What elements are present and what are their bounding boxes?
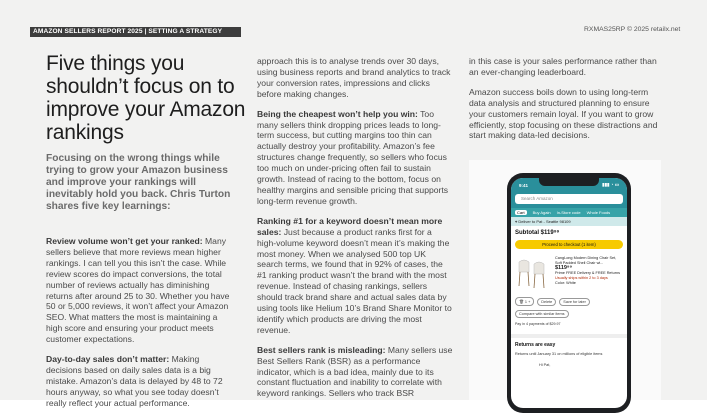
tab-buy-again[interactable]: Buy Again	[532, 210, 551, 215]
checkout-button[interactable]: Proceed to checkout (1 item)	[515, 240, 623, 249]
text-column-2	[257, 56, 453, 408]
phone-screen	[511, 178, 627, 408]
article-headline: Five things you shouldn’t focus on to improve your Amazon rankings	[46, 52, 246, 144]
tab-in-store-code[interactable]: In-Store code	[556, 210, 581, 215]
cart-nav	[511, 208, 627, 217]
signal-icons: ▮▮▮ ◔ ▭	[602, 182, 619, 187]
paragraph-daily-sales: Day-to-day sales don’t matter: Making decisions based on daily sales data is a big mistake. Amazon’s data is delayed by 48 to 72 hours anyway, so what you see today doesn’t really reflect your actual performance.	[46, 354, 223, 408]
lead-daily-sales: Day-to-day sales don’t matter:	[46, 354, 170, 365]
returns-subtitle: Returns until January 31 on millions of eligible items	[515, 352, 603, 356]
item-title[interactable]: CangLong Modern Dining Chair Set, Soft Padded Shell Chair wi...	[555, 256, 617, 265]
quantity-stepper[interactable]: 🗑 1 +	[515, 297, 534, 306]
tab-cart[interactable]: Cart	[517, 210, 525, 215]
chair-product-image	[515, 256, 551, 290]
phone-notch	[539, 178, 599, 186]
pay-in-4-note[interactable]: Pay in 4 payments of $29.97	[515, 322, 561, 326]
item-prime: Prime FREE Delivery & FREE Returns	[555, 271, 620, 275]
search-bar	[511, 192, 627, 208]
returns-title: Returns are easy	[515, 342, 556, 348]
search-input[interactable]: Search Amazon	[515, 194, 623, 204]
text-column-3	[469, 56, 663, 150]
lead-bsr: Best sellers rank is misleading:	[257, 344, 386, 355]
save-for-later-button[interactable]: Save for later	[559, 298, 590, 306]
delete-button[interactable]: Delete	[537, 298, 556, 306]
report-code: RXMAS25RP © 2025 retailx.net	[584, 26, 681, 33]
compare-button[interactable]: Compare with similar items	[515, 310, 569, 318]
lead-ranking: Ranking #1 for a keyword doesn’t mean more sales:	[257, 215, 443, 237]
location-pin-icon: ⌖	[515, 219, 519, 224]
article-standfirst: Focusing on the wrong things while trying to grow your Amazon business and improve your rankings will inevitably hold you back. Chris Turton shares five key learnings:	[46, 153, 231, 212]
item-color: Color: White	[555, 281, 576, 285]
item-price: $119⁹⁹	[555, 265, 573, 271]
paragraph-ranking: Ranking #1 for a keyword doesn’t mean more sales: Just because a product ranks first for a high-volume keyword doesn’t mean it’s making the most money. When we analysed 500 top UK search terms, we found that in 92% of cases, the #1 ranking product wasn’t the brand with the most revenue. Instead of chasing rankings, sellers should track brand share and actual sales data by using tools like Helium 10’s Brand Share Monitor to identify which products are driving the most revenue.	[257, 215, 452, 335]
item-controls	[511, 295, 627, 308]
status-bar: 9:41 ▮▮▮ ◔ ▭	[511, 178, 627, 192]
lead-cheapest: Being the cheapest won’t help you win:	[257, 108, 418, 119]
paragraph-trends: approach this is to analyse trends over 30 days, using business reports and brand analytics to track your conversion rates, impressions and clicks before making changes.	[257, 56, 451, 99]
paragraph-bsr: Best sellers rank is misleading: Many sellers use Best Sellers Rank (BSR) as a performance indicator, which is a bad idea, mainly due to its constant fluctuation and inability to correlate with keyword rankings. Sellers who track BSR	[257, 344, 453, 399]
trash-icon[interactable]: 🗑	[519, 300, 524, 304]
lead-reviews: Review volume won’t get your ranked:	[46, 236, 203, 246]
paragraph-sales-performance: in this case is your sales performance rather than an ever-changing leaderboard.	[469, 56, 657, 77]
subtotal: Subtotal $119⁹⁹	[515, 230, 560, 236]
greeting: Hi Pat,	[539, 363, 551, 367]
paragraph-reviews: Review volume won’t get your ranked: Many sellers believe that more reviews mean higher rankings. I can tell you this isn’t the case. While review scores do impact conversions, the total number of reviews actually has diminishing returns after around 25 to 30. Whether you have 50 or 5,000 reviews, it won’t affect your Amazon SEO. What matters the most is maintaining a high score and ensuring your product meets customer expectations.	[46, 236, 230, 345]
paragraph-cheapest: Being the cheapest won’t help you win: Too many sellers think dropping prices leads to long-term success, but cutting margins too thin can actually destroy your profitability. Amazon’s fee structures change frequently, so sellers who focus too much on under-pricing often fail to sustain growth. Instead of racing to the bottom, focus on healthy margins and sensible pricing that supports long-term revenue growth.	[257, 108, 449, 206]
cart-item	[511, 251, 627, 295]
paragraph-conclusion: Amazon success boils down to using long-term data analysis and structured planning to ensure your customers remain loyal. If you want to grow efficiently, stop focusing on these distractions and start making data-led decisions.	[469, 86, 658, 141]
item-stock: Usually ships within 2 to 3 days	[555, 276, 608, 280]
tab-whole-foods[interactable]: Whole Foods	[586, 210, 611, 215]
deliver-to[interactable]: ⌖ Deliver to Pat - Seattle 98109	[511, 217, 627, 226]
plus-icon[interactable]: +	[528, 300, 531, 304]
text-column-1	[46, 236, 236, 418]
section-label: AMAZON SELLERS REPORT 2025 | SETTING A STRATEGY	[30, 27, 241, 37]
